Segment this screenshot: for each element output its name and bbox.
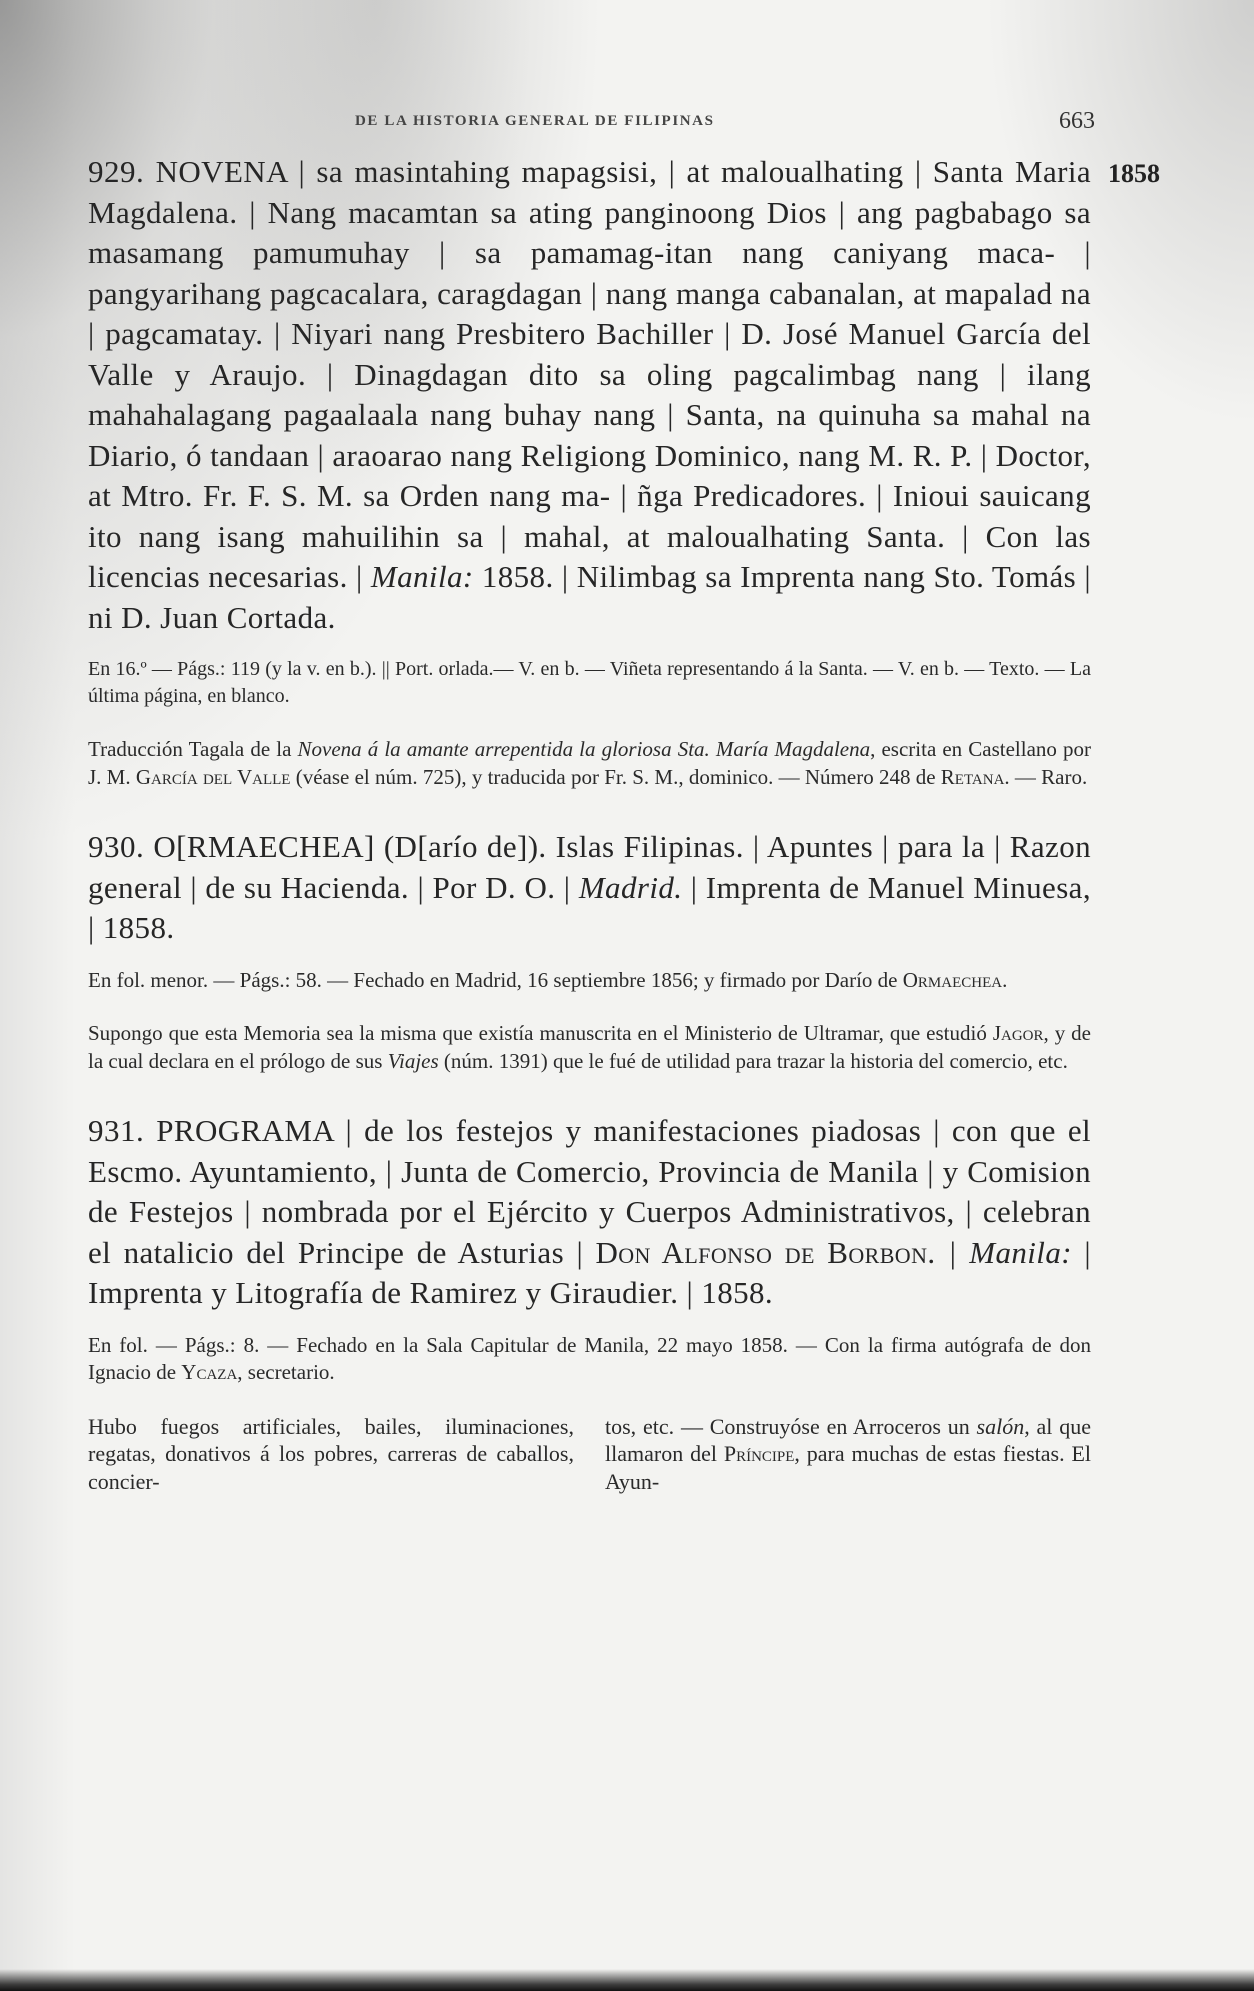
note-text: Supongo que esta Memoria sea la misma que existía manuscrita en el Ministerio de Ultramar, que estudió (88, 1021, 993, 1045)
note-text: tos, etc. — Construyóse en Arroceros un (605, 1413, 977, 1439)
entry-number: 931. (88, 1113, 145, 1148)
note-smallcaps: Jagor (992, 1021, 1044, 1045)
page-number: 663 (1059, 108, 1095, 134)
physical-description: En 16.º — Págs.: 119 (y la v. en b.). || Port. orlada.— V. en b. — Viñeta representando á la Santa. — V. en b. — Texto. — La última página, en blanco. (88, 658, 1091, 707)
note-column-right (605, 1413, 1091, 1496)
entry-929 (88, 152, 1091, 638)
note-text: (véase el núm. 725), y traducida por Fr. S. M., dominico. — Número 248 de (290, 764, 941, 789)
entry-title-text-end: 1858. | Nilimbag sa Imprenta nang Sto. Tomás | ni D. Juan Cortada. (88, 559, 1091, 635)
page-header (355, 108, 1095, 134)
note-smallcaps: García del Valle (135, 764, 291, 789)
entry-smallcaps: Don Alfonso de Borbon. (595, 1234, 936, 1270)
entry-title-text: NOVENA | sa masintahing mapagsisi, | at maloualhating | Santa Maria Magdalena. | Nang macamtan sa ating panginoong Dios | ang pagbabago sa masamang pamumuhay | sa pamamag-itan nang caniyang maca- | pangyarihang pagcacalara, caragdagan | nang manga cabanalan, at mapalad na | pagcamatay. | Niyari nang Presbitero Bachiller | D. José Manuel García del Valle y Araujo. | Dinagdagan dito sa oling pagcalimbag nang | ilang mahahalagang pagaalaala nang buhay nang | Santa, na quinuha sa mahal na Diario, ó tandaan | araoarao nang Religiong Dominico, nang M. R. P. | Doctor, at Mtro. Fr. F. S. M. sa Orden nang ma- | ñga Predicadores. | Inioui sauicang ito nang isang mahuilihin sa | mahal, at maloualhating Santa. | Con las licencias necesarias. | (88, 154, 1092, 594)
note-smallcaps: Retana (940, 764, 1005, 789)
entry-title-text: PROGRAMA | de los festejos y manifestaciones piadosas | con que el Escmo. Ayuntamiento, | Junta de Comercio, Provincia de Manila | y Comision de Festejos | nombrada por el Ejército y Cuerpos Administrativos, | celebran el natalicio del Principe de Asturias | (88, 1113, 1091, 1270)
entry-931 (88, 1111, 1091, 1314)
note-text: , y de la cual declara en el prólogo de sus (88, 1021, 1092, 1073)
entry-number: 930. (88, 829, 145, 864)
page-body (88, 152, 1091, 1495)
note-smallcaps: Príncipe (723, 1441, 795, 1466)
note-text: Traducción Tagala de la (88, 737, 298, 761)
entry-930 (88, 827, 1091, 949)
physical-description (88, 967, 1091, 995)
entry-note (88, 1020, 1091, 1075)
note-column-left: Hubo fuegos artificiales, bailes, iluminaciones, regatas, donativos á los pobres, carreras de caballos, concier- (88, 1413, 574, 1494)
note-text: En fol. — Págs.: 8. — Fechado en la Sala Capitular de Manila, 22 mayo 1858. — Con la firma autógrafa de don Ignacio de (88, 1332, 1091, 1384)
margin-year: 1858 (1108, 159, 1160, 188)
two-column-note (88, 1413, 1091, 1496)
note-smallcaps: Ycaza (181, 1360, 238, 1384)
entry-title-text-end: | Imprenta de Manuel Minuesa, | 1858. (88, 869, 1091, 945)
entry-note (88, 736, 1091, 791)
entry-number: 929. (88, 154, 145, 189)
note-italic: Novena á la amante arrepentida la gloriosa Sta. María Magdalena (297, 737, 871, 761)
note-text: , secretario. (237, 1360, 335, 1384)
note-italic: Viajes (387, 1048, 439, 1073)
note-text: , para muchas de estas fiestas. El Ayun- (605, 1441, 1091, 1494)
physical-description (88, 1332, 1091, 1387)
note-smallcaps: Ormaechea (902, 967, 1003, 992)
note-text: , al que llamaron del (605, 1413, 1091, 1466)
note-text: (núm. 1391) que le fué de utilidad para trazar la historia del comercio, etc. (438, 1048, 1068, 1073)
note-italic: salón (976, 1413, 1025, 1439)
note-text: . — Raro. (1004, 764, 1088, 789)
entry-place: Manila: (370, 559, 474, 594)
note-text: En fol. menor. — Págs.: 58. — Fechado en Madrid, 16 septiembre 1856; y firmado por Darío de (88, 967, 903, 992)
scan-bottom-edge (0, 1969, 1254, 1991)
entry-place: | Manila: (947, 1234, 1072, 1270)
note-text: . (1002, 967, 1008, 992)
entry-place: Madrid. (578, 869, 683, 905)
entry-title-text: O[RMAECHEA] (D[arío de]). Islas Filipinas. | Apuntes | para la | Razon general | de su Hacienda. | Por D. O. | (88, 829, 1091, 905)
entry-title-text-end: | Imprenta y Litografía de Ramirez y Giraudier. | 1858. (88, 1234, 1091, 1310)
note-text: , escrita en Castellano por J. M. (88, 737, 1092, 789)
running-title: DE LA HISTORIA GENERAL DE FILIPINAS (355, 113, 715, 129)
